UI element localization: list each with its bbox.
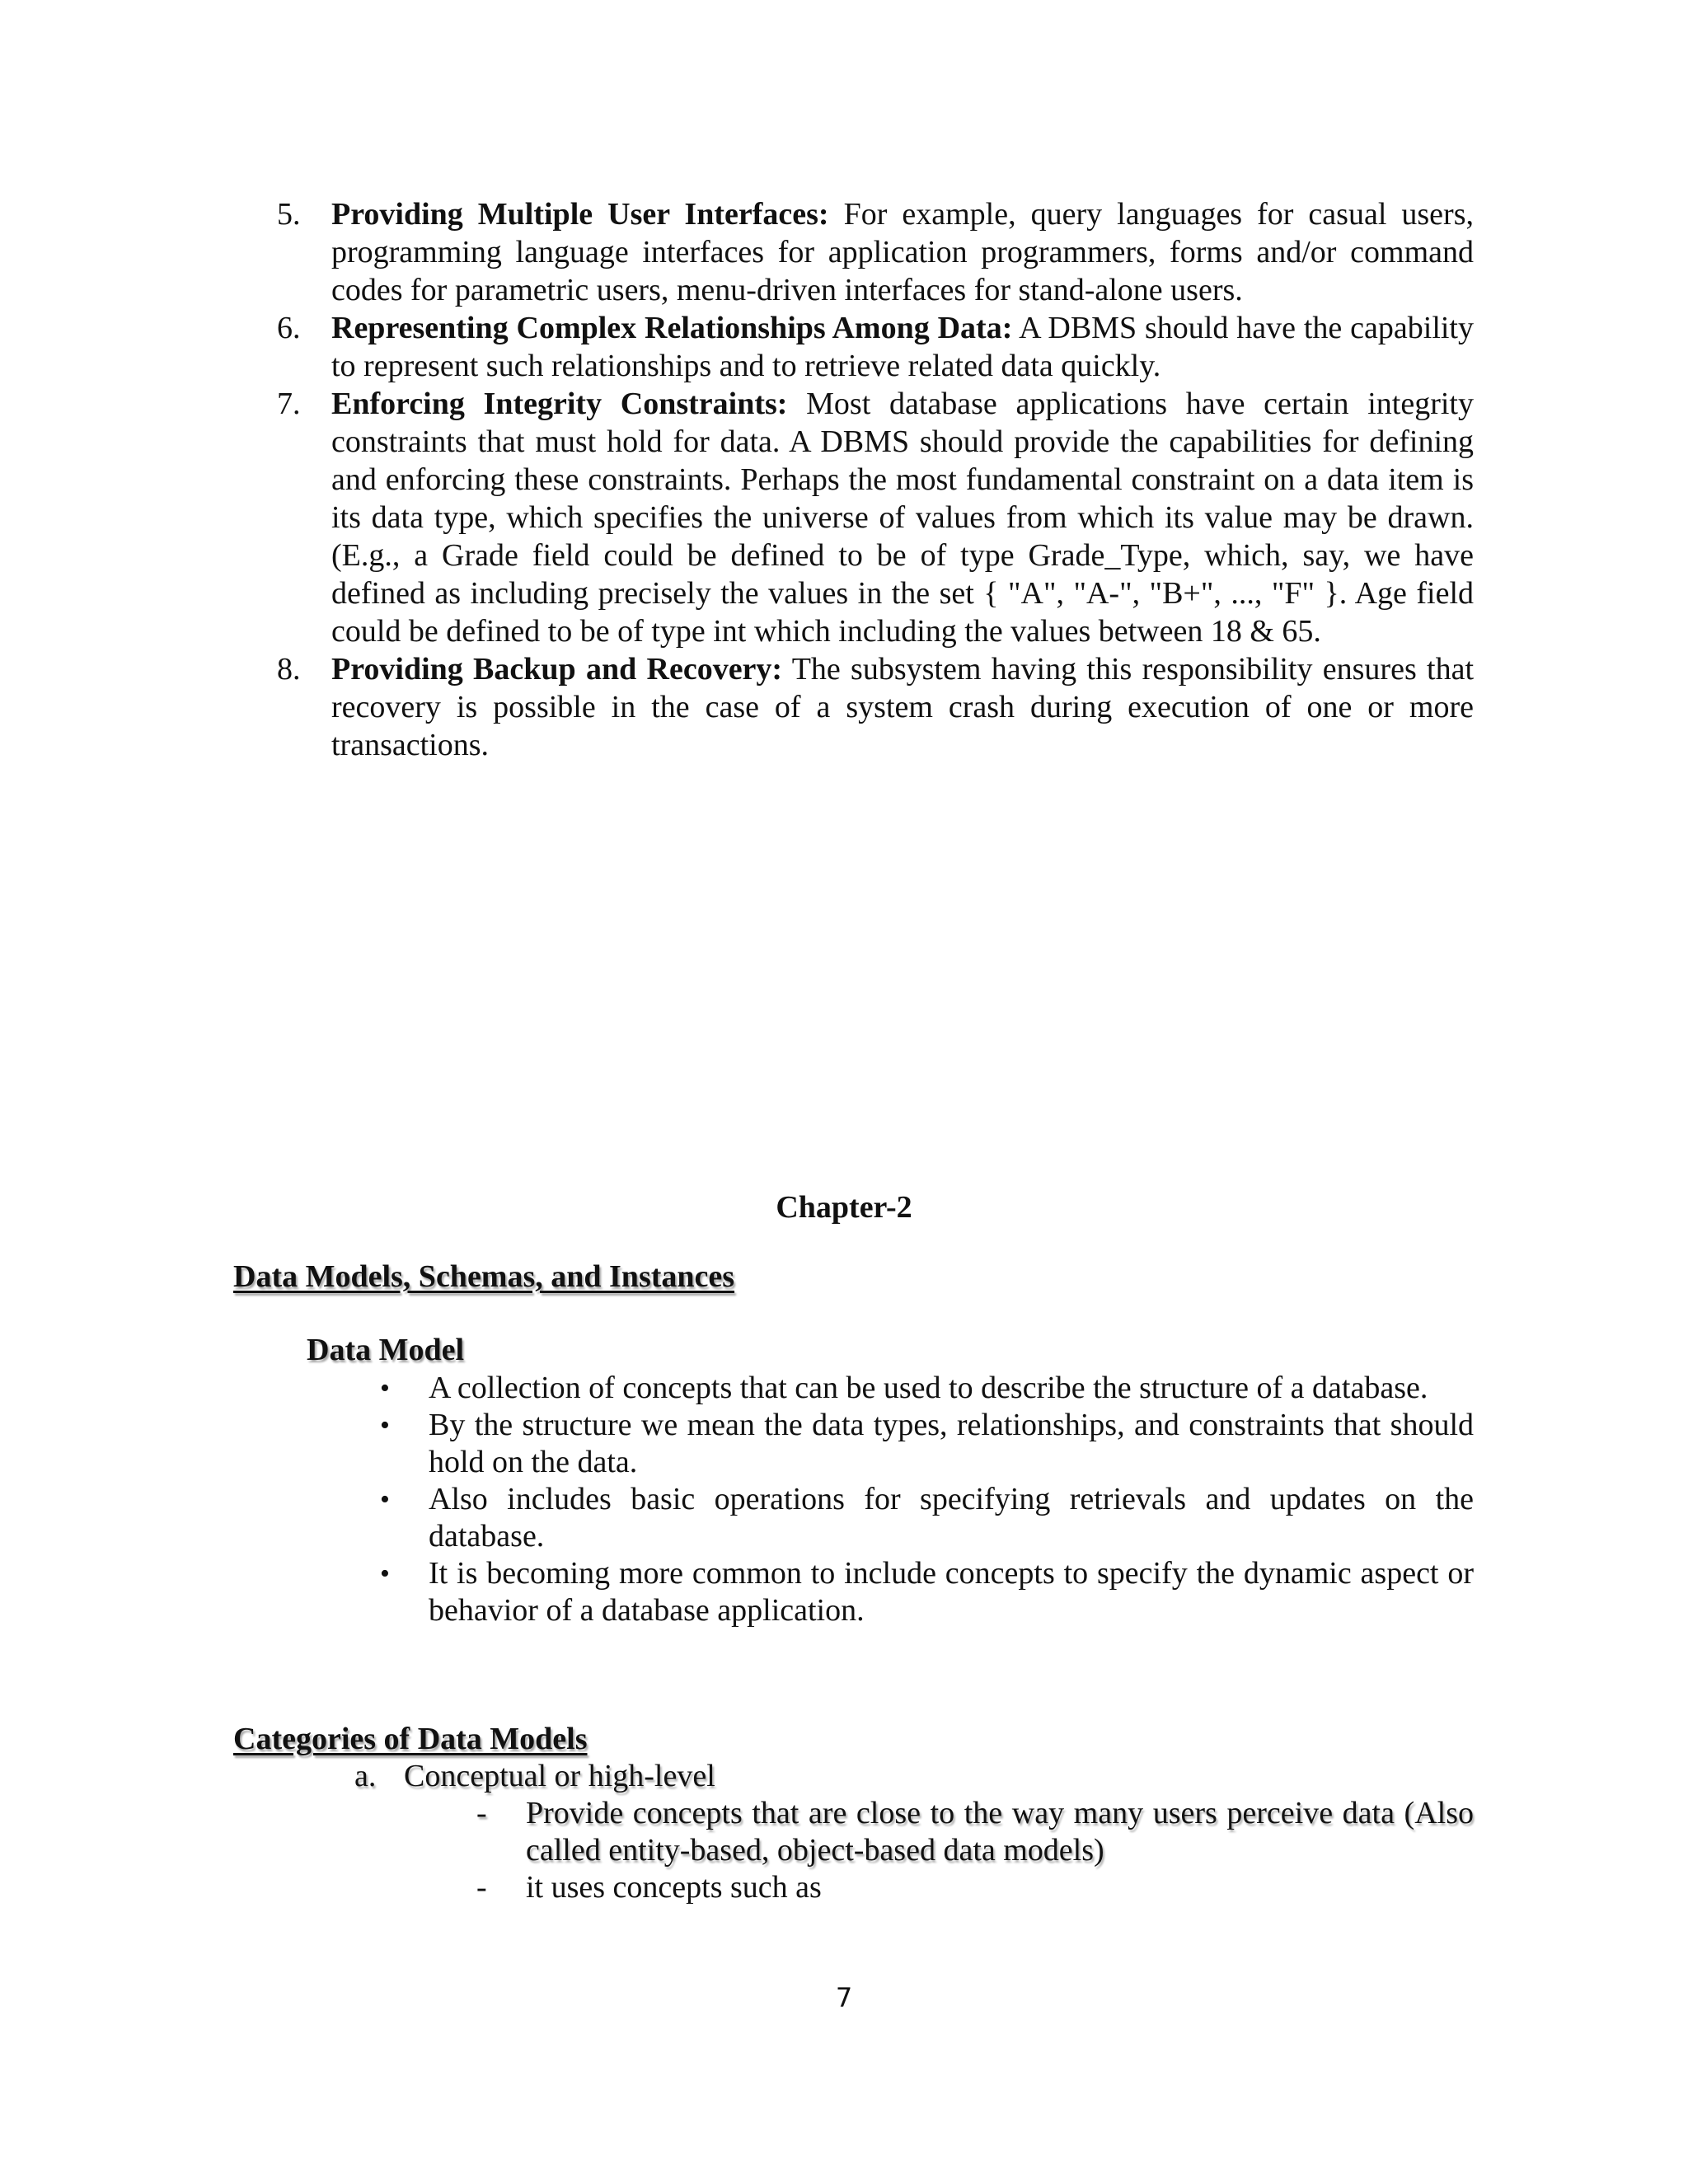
point-text: it uses concepts such as	[526, 1870, 822, 1905]
item-number: 7.	[277, 387, 301, 421]
list-item	[476, 1795, 1474, 1869]
bullet-icon: •	[380, 1373, 390, 1404]
section-heading-categories: Categories of Data Models	[233, 1722, 588, 1756]
point-text: Provide concepts that are close to the way many users perceive data (Also called entity-based, object-based data models)	[526, 1796, 1474, 1868]
bullet-icon: •	[380, 1558, 390, 1589]
numbered-list	[262, 195, 1474, 764]
item-heading: Enforcing Integrity Constraints:	[331, 387, 788, 421]
list-item	[262, 195, 1474, 309]
item-number: 6.	[277, 311, 301, 345]
item-number: 8.	[277, 652, 301, 687]
category-item	[354, 1757, 715, 1795]
list-item	[375, 1481, 1474, 1555]
list-item	[375, 1407, 1474, 1481]
category-label: Conceptual or high-level	[404, 1759, 715, 1793]
item-heading: Providing Backup and Recovery:	[331, 652, 783, 687]
item-number: 5.	[277, 197, 301, 232]
bullet-text: A collection of concepts that can be used to describe the structure of a database.	[429, 1371, 1428, 1405]
category-point-list	[476, 1795, 1474, 1906]
list-item	[476, 1869, 1474, 1906]
bullet-text: Also includes basic operations for specifying retrievals and updates on the database.	[429, 1482, 1474, 1554]
item-text: The subsystem having this responsibility ensures that recovery is possible in the case of a system crash during execution of one or more transactions.	[331, 652, 1474, 762]
list-item	[262, 650, 1474, 764]
item-text: For example, query languages for casual users, programming language interfaces for application programmers, forms and/or command codes for parametric users, menu-driven interfaces for stand-alone users.	[331, 197, 1474, 307]
category-letter: a.	[354, 1759, 377, 1793]
bullet-text: By the structure we mean the data types, relationships, and constraints that should hold on the data.	[429, 1408, 1474, 1479]
item-heading: Providing Multiple User Interfaces:	[331, 197, 829, 232]
item-text: A DBMS should have the capability to represent such relationships and to retrieve related data quickly.	[331, 311, 1474, 383]
bullet-text: It is becoming more common to include concepts to specify the dynamic aspect or behavior of a database application.	[429, 1556, 1474, 1628]
list-item	[375, 1370, 1474, 1407]
list-item	[262, 309, 1474, 385]
list-item	[375, 1555, 1474, 1629]
bullet-icon: •	[380, 1410, 390, 1441]
item-text: Most database applications have certain integrity constraints that must hold for data. A DBMS should provide the capabilities for defining and enforcing these constraints. Perhaps the most fundamental constraint on a data item is its data type, which specifies the universe of values from which its value may be drawn. (E.g., a Grade field could be defined to be of type Grade_Type, which, say, we have defined as including precisely the values in the set { "A", "A-", "B+", ..., "F" }. Age field could be defined to be of type int which including the values between 18 & 65.	[331, 387, 1474, 649]
dash-marker: -	[476, 1796, 487, 1830]
bullet-icon: •	[380, 1484, 390, 1515]
data-model-bullet-list	[375, 1370, 1474, 1629]
item-heading: Representing Complex Relationships Among Data:	[331, 311, 1013, 345]
sub-heading-data-model: Data Model	[307, 1333, 465, 1367]
page-number: 7	[835, 1982, 853, 2013]
chapter-title: Chapter-2	[776, 1190, 912, 1225]
list-item	[262, 385, 1474, 650]
section-heading-data-models: Data Models, Schemas, and Instances	[233, 1259, 735, 1294]
dash-marker: -	[476, 1870, 487, 1905]
